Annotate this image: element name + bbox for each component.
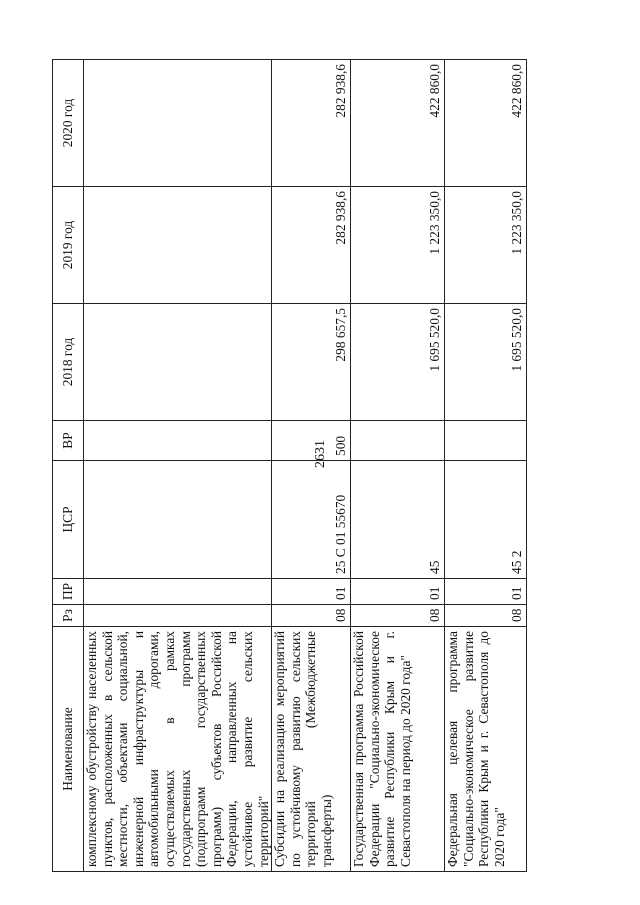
row-2018: 298 657,5	[272, 304, 351, 421]
table-row	[272, 60, 351, 872]
row-csr: 25 С 01 55670	[272, 461, 351, 579]
row-2019	[84, 187, 272, 304]
header-2019: 2019 год	[53, 187, 84, 304]
row-2018: 1 695 520,0	[351, 304, 445, 421]
row-vr	[351, 421, 445, 461]
row-2019: 1 223 350,0	[351, 187, 445, 304]
header-name: Наименование	[53, 627, 84, 872]
rotated-table-wrapper	[52, 60, 604, 872]
table-row	[351, 60, 445, 872]
row-vr	[445, 421, 527, 461]
row-csr	[84, 461, 272, 579]
row-rz: 08	[445, 605, 527, 627]
row-2020: 422 860,0	[351, 60, 445, 187]
page-number: 2631	[313, 440, 328, 468]
row-pr	[84, 579, 272, 605]
table-row	[84, 60, 272, 872]
row-csr: 45	[351, 461, 445, 579]
row-rz: 08	[351, 605, 445, 627]
row-2018: 1 695 520,0	[445, 304, 527, 421]
budget-table	[52, 59, 527, 872]
row-2020: 282 938,6	[272, 60, 351, 187]
header-2018: 2018 год	[53, 304, 84, 421]
row-2018	[84, 304, 272, 421]
row-name: комплексному обустройству населенных пунктов, расположенных в сельской местности, объектами социальной, инженерной инфраструктуры и автомобильными дорогами, осуществляемых в рамках государственных программ (подпрограмм государственных программ) субъектов Российской Федерации, направленных на устойчивое развитие сельских территорий"	[84, 627, 272, 872]
row-2019: 282 938,6	[272, 187, 351, 304]
row-vr: 500	[272, 421, 351, 461]
row-name: Федеральная целевая программа "Социально-экономическое развитие Республики Крым и г. Севастополя до 2020 года"	[445, 627, 527, 872]
row-pr: 01	[351, 579, 445, 605]
row-pr: 01	[272, 579, 351, 605]
row-pr: 01	[445, 579, 527, 605]
row-2020	[84, 60, 272, 187]
row-rz	[84, 605, 272, 627]
row-name: Государственная программа Российской Федерации "Социально-экономическое развитие Республики Крым и г. Севастополя на период до 2020 года"	[351, 627, 445, 872]
row-vr	[84, 421, 272, 461]
header-vr: ВР	[53, 421, 84, 461]
row-name: Субсидии на реализацию мероприятий по устойчивому развитию сельских территорий (Межбюджетные трансферты)	[272, 627, 351, 872]
header-csr: ЦСР	[53, 461, 84, 579]
row-csr: 45 2	[445, 461, 527, 579]
header-row	[53, 60, 84, 872]
row-2020: 422 860,0	[445, 60, 527, 187]
row-2019: 1 223 350,0	[445, 187, 527, 304]
header-pr: ПР	[53, 579, 84, 605]
table-row	[445, 60, 527, 872]
header-rz: Рз	[53, 605, 84, 627]
header-2020: 2020 год	[53, 60, 84, 187]
row-rz: 08	[272, 605, 351, 627]
